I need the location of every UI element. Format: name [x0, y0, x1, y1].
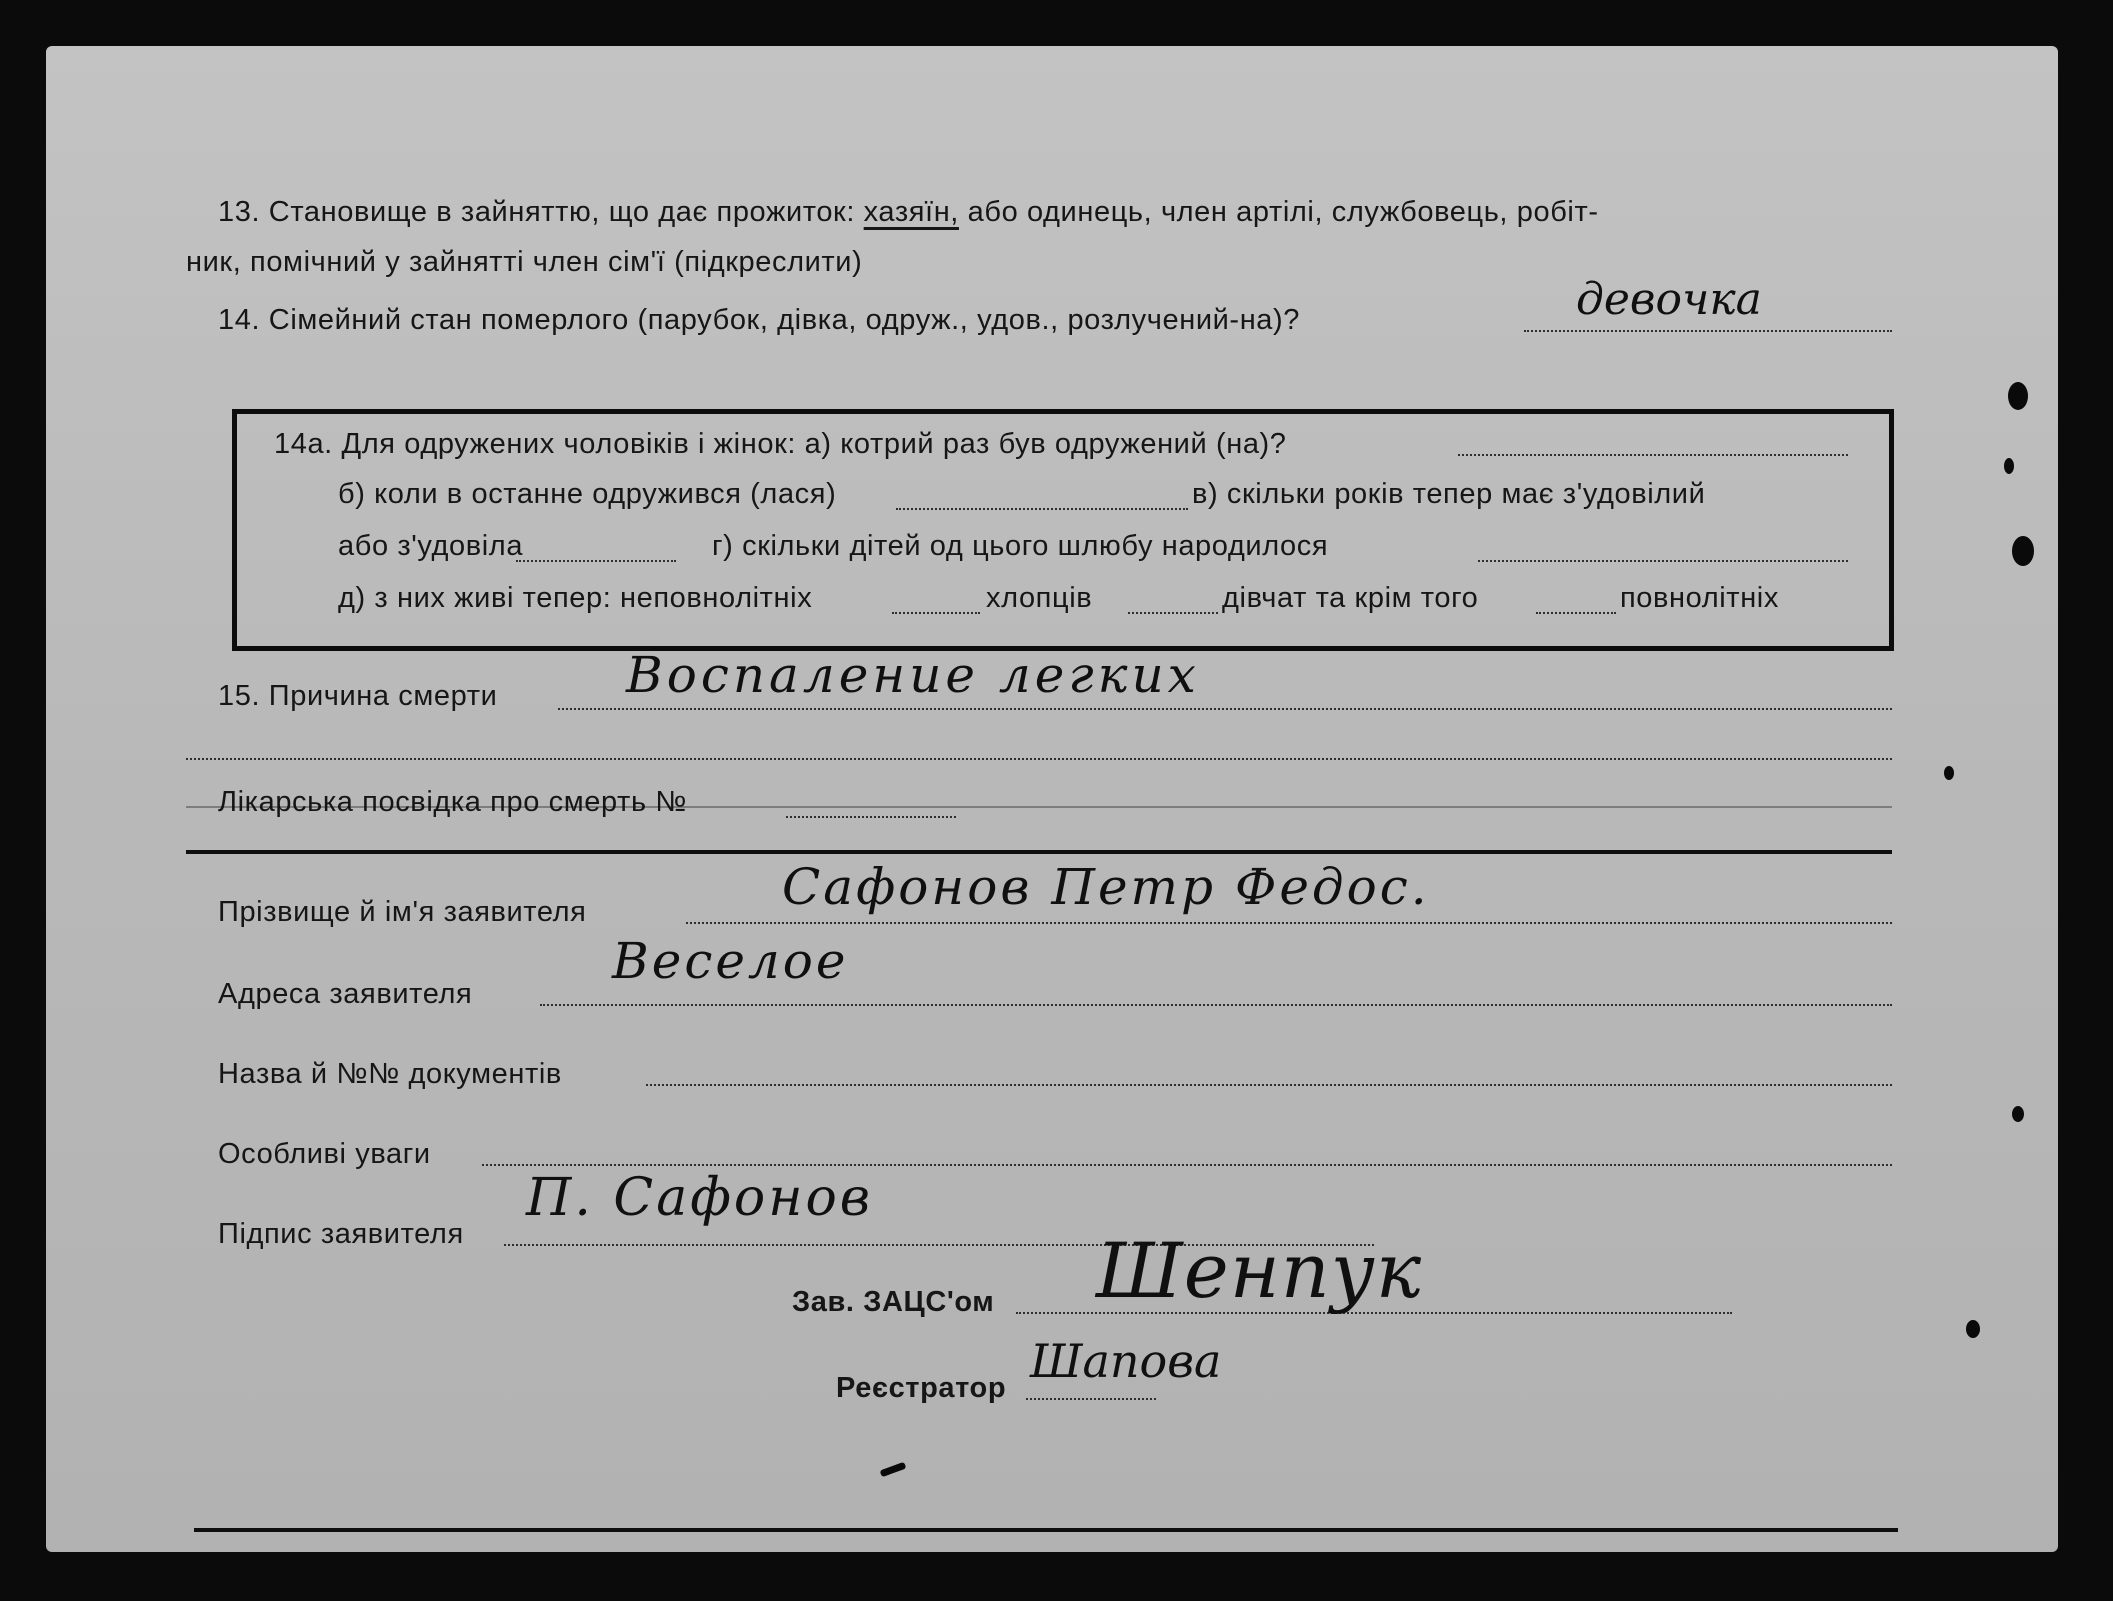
head-of-registry-label: Зав. ЗАЦС'ом: [792, 1286, 995, 1318]
item-14a-d-label: д) з них живі тепер: неповнолітніх: [338, 582, 813, 614]
item-14-handwritten-value: девочка: [1576, 274, 1762, 325]
item-14-label: 14. Сімейний стан померлого (парубок, дівка, одруж., удов., розлучений-на)?: [218, 304, 1301, 336]
applicant-name-label: Прізвище й ім'я заявителя: [218, 896, 587, 928]
item-14a-widow-label: або з'удовіла: [338, 530, 524, 562]
item-14a-dotted-line-boys: [1128, 612, 1218, 614]
item-14a-line-1: 14а. Для одружених чоловіків і жінок: а) котрий раз був одружений (на)?: [274, 428, 1287, 460]
item-14a-dotted-line-widow: [516, 560, 676, 562]
item-14a-dotted-line-b: [896, 508, 1188, 510]
item-13-underlined-owner: хазяїн,: [863, 196, 959, 228]
applicant-signature-handwritten: П. Сафонов: [526, 1168, 874, 1228]
ink-mark: [1944, 766, 1954, 780]
item-14a-boys-label: хлопців: [986, 582, 1093, 614]
punch-hole: [2008, 382, 2028, 410]
medical-certificate-dotted-line: [786, 816, 956, 818]
faint-rule: [186, 806, 1892, 808]
remarks-label: Особливі уваги: [218, 1138, 431, 1170]
bottom-rule: [194, 1528, 1898, 1532]
item-14a-adult-label: повнолітніх: [1620, 582, 1779, 614]
section-divider: [186, 850, 1892, 854]
ink-mark: [1966, 1320, 1980, 1338]
item-14a-dotted-line-girls: [1536, 612, 1616, 614]
registrar-signature: Шапова: [1030, 1334, 1222, 1388]
head-of-registry-signature: Шенпук: [1096, 1226, 1423, 1315]
item-14-dotted-line: [1524, 330, 1892, 332]
medical-certificate-label: Лікарська посвідка про смерть №: [218, 786, 688, 818]
remarks-dotted-line: [482, 1164, 1892, 1166]
applicant-address-dotted-line: [540, 1004, 1892, 1006]
item-14a-dotted-line-a: [1458, 454, 1848, 456]
item-15-dotted-line: [558, 708, 1892, 710]
item-14a-girls-label: дівчат та крім того: [1222, 582, 1479, 614]
item-15-handwritten-cause: Воспаление легких: [626, 646, 1200, 704]
document-sheet: [46, 46, 2058, 1552]
punch-hole: [2012, 536, 2034, 566]
ink-mark: [2012, 1106, 2024, 1122]
applicant-name-handwritten: Сафонов Петр Федос.: [782, 858, 1430, 916]
documents-dotted-line: [646, 1084, 1892, 1086]
item-13-line-2: ник, помічний у зайнятті член сім'ї (підкреслити): [186, 246, 863, 278]
item-13-line-1: 13. Становище в зайняттю, що дає прожиток: хазяїн, або одинець, член артілі, службовець, робіт-: [218, 196, 1599, 228]
item-14a-b-label: б) коли в останне одружився (лася): [338, 478, 837, 510]
item-15-dotted-line-2: [186, 758, 1892, 760]
documents-label: Назва й №№ документів: [218, 1058, 562, 1090]
applicant-name-dotted-line: [686, 922, 1892, 924]
registrar-dotted-line: [1026, 1398, 1156, 1400]
applicant-address-label: Адреса заявителя: [218, 978, 473, 1010]
ink-mark: [880, 1462, 907, 1477]
item-14a-v-label: в) скільки років тепер має з'удовілий: [1192, 478, 1706, 510]
item-14a-g-label: г) скільки дітей од цього шлюбу народилося: [712, 530, 1329, 562]
item-14a-dotted-line-g: [1478, 560, 1848, 562]
item-15-label: 15. Причина смерти: [218, 680, 498, 712]
ink-mark: [2004, 458, 2014, 474]
item-14a-dotted-line-minors: [892, 612, 980, 614]
applicant-signature-label: Підпис заявителя: [218, 1218, 464, 1250]
applicant-address-handwritten: Веселое: [612, 932, 849, 990]
registrar-label: Реєстратор: [836, 1372, 1007, 1404]
